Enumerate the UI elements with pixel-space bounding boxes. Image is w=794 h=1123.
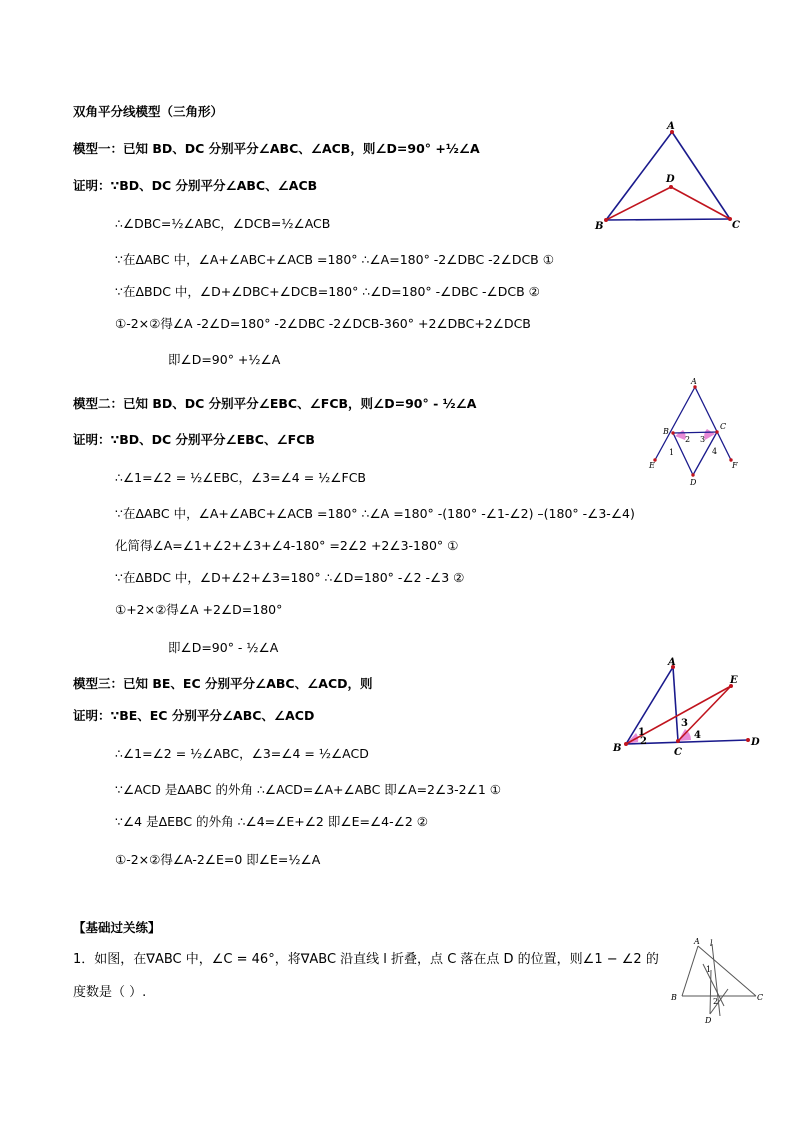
model3-proof-line: ①-2×②得∠A-2∠E=0 即∠E=½∠A — [115, 852, 321, 867]
label-b: B — [613, 743, 622, 754]
vertex-dot — [624, 742, 628, 746]
model1-figure — [590, 118, 750, 238]
model2-statement: 模型二：已知 BD、DC 分别平分∠EBC、∠FCB，则∠D=90° - ½∠A — [73, 396, 477, 411]
question-1-line: 1．如图，在∇ABC 中，∠C = 46°，将∇ABC 沿直线 l 折叠，点 C 落在点 D 的位置，则∠1 − ∠2 的 — [73, 952, 659, 967]
label-a: A — [667, 121, 675, 132]
side-ab — [606, 132, 672, 220]
label-f: F — [732, 461, 738, 470]
angle-label-2: 2 — [685, 435, 691, 444]
vertex-dot — [715, 430, 718, 433]
angle-label-3: 3 — [681, 718, 688, 729]
model2-proof-line: 化简得∠A=∠1+∠2+∠3+∠4-180° =2∠2 +2∠3-180° ① — [115, 538, 459, 553]
model3-statement: 模型三：已知 BE、EC 分别平分∠ABC、∠ACD，则 — [73, 676, 373, 691]
model2-proof-line: ∴∠1=∠2 = ½∠EBC，∠3=∠4 = ½∠FCB — [115, 470, 366, 485]
label-e: E — [649, 461, 655, 470]
vertex-dot — [676, 739, 680, 743]
angle-label-1: 1 — [706, 965, 712, 974]
label-a: A — [668, 657, 676, 668]
label-e: E — [730, 675, 738, 686]
model3-diagram — [605, 655, 775, 760]
label-d: D — [751, 737, 760, 748]
model2-proof-line: ①+2×②得∠A +2∠D=180° — [115, 602, 283, 617]
label-c: C — [757, 993, 764, 1002]
model2-proof-line: ∵在ΔABC 中，∠A+∠ABC+∠ACB =180° ∴∠A =180° -(180° -∠1-∠2) –(180° -∠3-∠4) — [115, 506, 635, 521]
model2-proof-line: 证明：∵BD、DC 分别平分∠EBC、∠FCB — [73, 432, 315, 447]
model1-triangle-diagram — [590, 118, 750, 238]
side-bc — [606, 219, 730, 220]
angle-label-2: 2 — [713, 997, 719, 1006]
vertex-dot — [669, 185, 673, 189]
page-title: 双角平分线模型（三角形） — [73, 104, 224, 119]
side-ab — [626, 667, 673, 744]
model3-proof-line: ∵∠4 是ΔEBC 的外角 ∴∠4=∠E+∠2 即∠E=∠4-∠2 ② — [115, 814, 428, 829]
label-b: B — [671, 993, 677, 1002]
label-c: C — [720, 422, 727, 431]
model2-proof-line: 即∠D=90° - ½∠A — [168, 640, 279, 655]
side-ac — [673, 667, 678, 741]
model1-proof-line: 证明：∵BD、DC 分别平分∠ABC、∠ACB — [73, 178, 318, 193]
side-ab — [682, 946, 698, 996]
label-c: C — [732, 220, 740, 231]
label-a: A — [691, 377, 697, 386]
model2-diagram — [645, 374, 745, 489]
question-1-line: 度数是（ ）. — [73, 985, 147, 1000]
section-title: 【基础过关练】 — [73, 920, 161, 935]
fold-diagram — [668, 934, 768, 1026]
model1-statement: 模型一：已知 BD、DC 分别平分∠ABC、∠ACB，则∠D=90° +½∠A — [73, 141, 480, 156]
line-ae — [655, 387, 695, 460]
model1-proof-line: ①-2×②得∠A -2∠D=180° -2∠DBC -2∠DCB-360° +2∠DBC+2∠DCB — [115, 316, 531, 331]
label-b: B — [663, 427, 669, 436]
label-c: C — [674, 747, 682, 758]
model2-proof-line: ∵在ΔBDC 中，∠D+∠2+∠3=180° ∴∠D=180° -∠2 -∠3 ② — [115, 570, 465, 585]
bisector-cd — [671, 187, 730, 219]
model3-proof-line: ∴∠1=∠2 = ½∠ABC，∠3=∠4 = ½∠ACD — [115, 746, 369, 761]
model1-proof-line: ∵在ΔABC 中，∠A+∠ABC+∠ACB =180° ∴∠A=180° -2∠DBC -2∠DCB ① — [115, 252, 554, 267]
angle-label-4: 4 — [694, 730, 701, 741]
angle-label-1: 1 — [638, 727, 645, 738]
bisector-bd — [606, 187, 671, 220]
label-d: D — [705, 1016, 712, 1025]
model1-proof-line: ∵在ΔBDC 中，∠D+∠DBC+∠DCB=180° ∴∠D=180° -∠DBC -∠DCB ② — [115, 284, 540, 299]
model1-proof-line: 即∠D=90° +½∠A — [168, 352, 281, 367]
model3-figure — [605, 655, 775, 760]
label-b: B — [595, 221, 604, 232]
model3-proof-line: ∵∠ACD 是ΔABC 的外角 ∴∠ACD=∠A+∠ABC 即∠A=2∠3-2∠1 ① — [115, 782, 501, 797]
angle-marker — [675, 430, 686, 440]
model1-proof-line: ∴∠DBC=½∠ABC，∠DCB=½∠ACB — [115, 216, 331, 231]
model2-figure — [645, 374, 745, 489]
vertex-dot — [671, 431, 674, 434]
fold-segment — [710, 970, 711, 1014]
question-1-figure — [668, 934, 768, 1026]
angle-label-1: 1 — [669, 448, 675, 457]
model3-proof-line: 证明：∵BE、EC 分别平分∠ABC、∠ACD — [73, 708, 315, 723]
bisector-ce — [678, 686, 731, 741]
label-l: l — [710, 939, 713, 948]
vertex-dot — [604, 218, 608, 222]
angle-label-3: 3 — [700, 435, 706, 444]
vertex-dot — [691, 473, 694, 476]
vertex-dot — [746, 738, 750, 742]
angle-label-2: 2 — [640, 736, 647, 747]
label-d: D — [690, 478, 697, 487]
angle-label-4: 4 — [712, 447, 718, 456]
side-ac — [672, 132, 730, 219]
label-d: D — [666, 174, 675, 185]
label-a: A — [694, 937, 700, 946]
